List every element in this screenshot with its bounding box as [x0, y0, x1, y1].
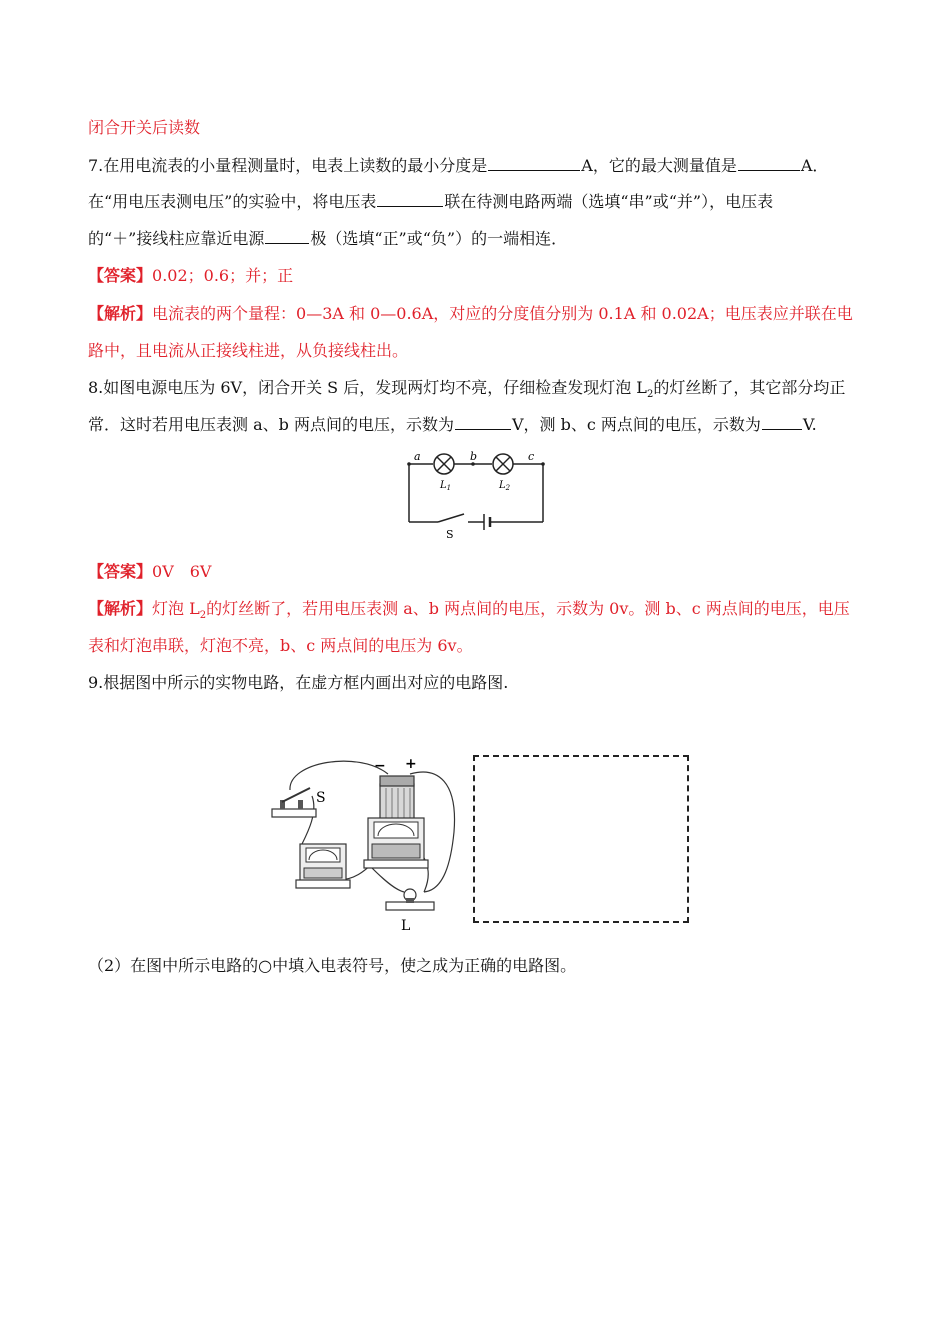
q9-line-2: （2）在图中所示电路的○中填入电表符号，使之成为正确的电路图。 — [88, 956, 577, 975]
q8-line-1: 8.如图电源电压为 6V，闭合开关 S 后，发现两灯均不亮，仔细检查发现灯泡 $L_2$的灯丝断了，其它部分均正 — [88, 378, 846, 401]
svg-text:a: a — [414, 450, 421, 463]
switch-icon — [438, 514, 464, 522]
q8-blank-1 — [455, 415, 511, 430]
q7-answer: 【答案】0.02；0.6；并；正 — [88, 266, 294, 285]
q7-analysis-1: 【解析】电流表的两个量程：0—3A 和 0—0.6A，对应的分度值分别为 0.1A 和 0.02A；电压表应并联在电 — [88, 304, 853, 323]
lamp-base — [386, 902, 434, 910]
svg-text:L1: $L_1$ — [440, 480, 452, 492]
q8-analysis-1: 【解析】灯泡 $L_2$的灯丝断了，若用电压表测 a、b 两点间的电压，示数为 0v。测 b、c 两点间的电压，电压 — [88, 599, 850, 622]
svg-text:S: S — [446, 528, 454, 540]
q9-physical-circuit — [268, 752, 464, 934]
q7-analysis-2: 路中，且电流从正接线柱进，从负接线柱出。 — [88, 341, 409, 360]
q7-line-2: 在“用电压表测电压”的实验中，将电压表 联在待测电路两端（选填“串”或“并”），电压表 — [88, 192, 774, 211]
svg-text:−: − — [374, 758, 386, 774]
svg-text:+: + — [405, 756, 417, 772]
q8-line-2: 常．这时若用电压表测 a、b 两点间的电压，示数为 V，测 b、c 两点间的电压，示数为 V. — [88, 415, 817, 434]
svg-text:L: L — [401, 918, 411, 934]
svg-text:b: b — [470, 450, 478, 463]
svg-text:L2: $L_2$ — [499, 480, 511, 492]
q7-line-1: 7.在用电流表的小量程测量时，电表上读数的最小分度是 A，它的最大测量值是 A． — [88, 156, 829, 175]
q8-answer: 【答案】0V 6V — [88, 562, 212, 581]
svg-text:c: c — [528, 450, 535, 463]
q7-blank-3 — [377, 192, 443, 207]
top-note: 闭合开关后读数 — [88, 118, 201, 137]
q7-blank-1 — [488, 156, 580, 171]
svg-text:S: S — [316, 790, 326, 806]
q7-blank-4 — [265, 229, 309, 244]
q8-blank-2 — [762, 415, 802, 430]
q9-line-1: 9.根据图中所示的实物电路，在虚方框内画出对应的电路图. — [88, 673, 509, 692]
switch-base — [272, 809, 316, 817]
q8-analysis-2: 表和灯泡串联，灯泡不亮，b、c 两点间的电压为 6v。 — [88, 636, 473, 655]
answer-dashed-box[interactable] — [473, 755, 689, 923]
q7-blank-2 — [738, 156, 800, 171]
q8-circuit-diagram — [400, 448, 550, 540]
switch-icon — [282, 788, 310, 802]
q7-line-3: 的“＋”接线柱应靠近电源 极（选填“正”或“负”）的一端相连． — [88, 229, 568, 248]
